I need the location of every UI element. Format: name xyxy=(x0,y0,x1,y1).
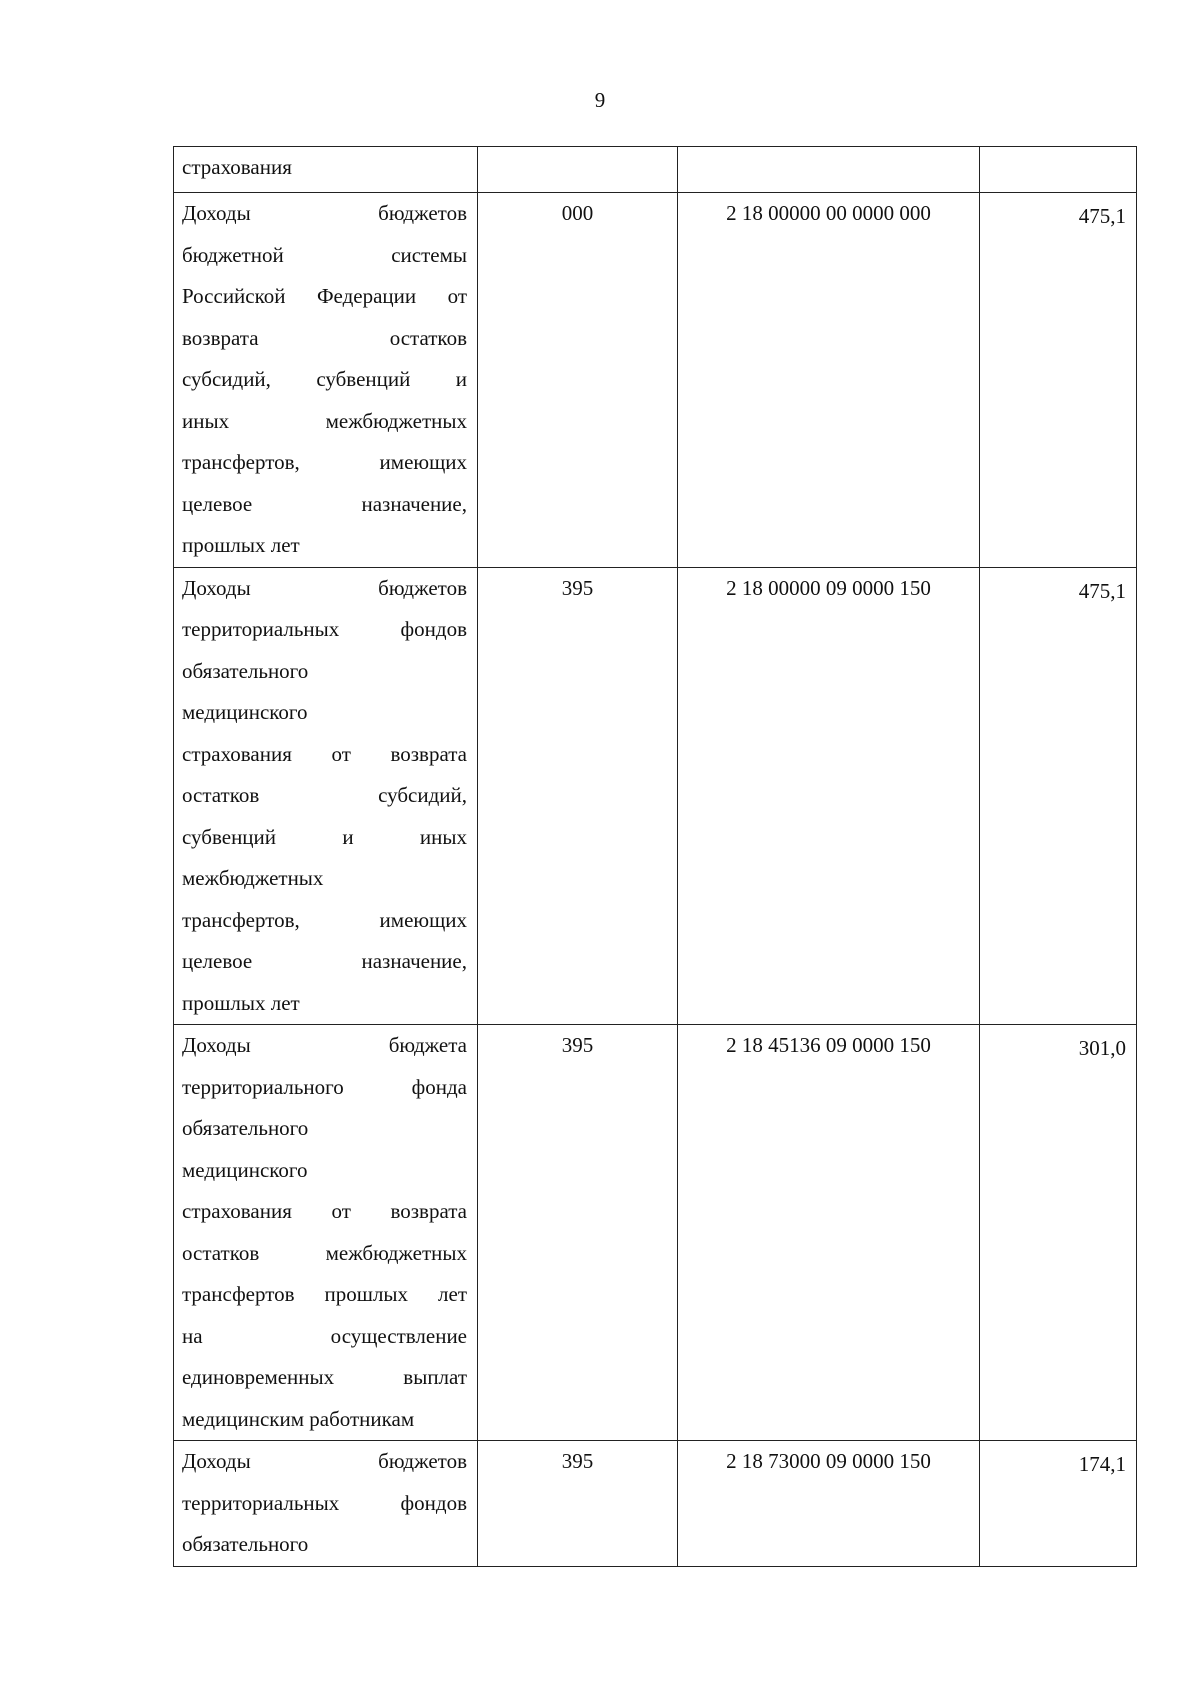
income-name-line: медицинского xyxy=(182,700,308,724)
income-name-line: медицинского xyxy=(182,1157,308,1182)
income-name-line: остатков субсидий, xyxy=(182,783,467,807)
income-name-line: трансфертов прошлых лет xyxy=(182,1282,467,1306)
income-name-line: трансфертов, имеющих xyxy=(182,450,467,474)
income-name-line: Доходы бюджетов xyxy=(182,1449,467,1473)
cell-admin-code: 395 xyxy=(478,567,678,1025)
income-name-line: прошлых лет xyxy=(182,533,300,557)
income-name-line: бюджетной системы xyxy=(182,242,467,267)
cell-budget-code xyxy=(678,147,980,193)
income-name-line: страхования xyxy=(182,155,292,179)
cell-income-name xyxy=(174,1025,478,1441)
cell-amount: 475,1 xyxy=(980,193,1137,568)
cell-admin-code: 000 xyxy=(478,193,678,568)
table-body xyxy=(174,147,1137,1567)
income-name-line: иных межбюджетных xyxy=(182,408,467,433)
income-name-line: территориального фонда xyxy=(182,1074,467,1099)
cell-budget-code: 2 18 00000 00 0000 000 xyxy=(678,193,980,568)
income-name-line: целевое назначение, xyxy=(182,491,467,516)
cell-amount: 301,0 xyxy=(980,1025,1137,1441)
cell-amount: 475,1 xyxy=(980,567,1137,1025)
income-name-line: возврата остатков xyxy=(182,325,467,350)
table-row xyxy=(174,147,1137,193)
income-name-line: обязательного xyxy=(182,658,309,683)
income-name-line: обязательного xyxy=(182,1116,309,1140)
cell-admin-code: 395 xyxy=(478,1025,678,1441)
cell-amount: 174,1 xyxy=(980,1441,1137,1567)
income-name-line: обязательного xyxy=(182,1532,309,1556)
table-row xyxy=(174,1025,1137,1441)
cell-income-name xyxy=(174,193,478,568)
income-name-line: Доходы бюджетов xyxy=(182,201,467,225)
income-name-line: единовременных выплат xyxy=(182,1365,467,1389)
cell-budget-code: 2 18 45136 09 0000 150 xyxy=(678,1025,980,1441)
income-name-line: прошлых лет xyxy=(182,990,300,1015)
income-name-line: территориальных фондов xyxy=(182,617,467,641)
income-name-line: трансфертов, имеющих xyxy=(182,907,467,932)
table-row xyxy=(174,193,1137,568)
revenue-table xyxy=(173,146,1137,1567)
income-name-line: страхования от возврата xyxy=(182,1199,467,1223)
cell-income-name xyxy=(174,1441,478,1567)
income-name-line: Доходы бюджетов xyxy=(182,575,467,600)
income-name-line: Доходы бюджета xyxy=(182,1033,467,1057)
income-name-line: медицинским работникам xyxy=(182,1406,415,1431)
income-name-line: субсидий, субвенций и xyxy=(182,367,467,391)
income-name-line: территориальных фондов xyxy=(182,1490,467,1515)
cell-admin-code xyxy=(478,147,678,193)
cell-budget-code: 2 18 00000 09 0000 150 xyxy=(678,567,980,1025)
cell-income-name xyxy=(174,567,478,1025)
cell-admin-code: 395 xyxy=(478,1441,678,1567)
table-row xyxy=(174,1441,1137,1567)
cell-income-name xyxy=(174,147,478,193)
income-name-line: Российской Федерации от xyxy=(182,284,467,308)
income-name-line: целевое назначение, xyxy=(182,949,467,973)
income-name-line: остатков межбюджетных xyxy=(182,1240,467,1265)
cell-amount xyxy=(980,147,1137,193)
income-name-line: страхования от возврата xyxy=(182,741,467,766)
table-row xyxy=(174,567,1137,1025)
income-name-line: межбюджетных xyxy=(182,866,324,890)
income-name-line: на осуществление xyxy=(182,1323,467,1348)
cell-budget-code: 2 18 73000 09 0000 150 xyxy=(678,1441,980,1567)
income-name-line: субвенций и иных xyxy=(182,824,467,849)
page-number: 9 xyxy=(594,88,606,112)
